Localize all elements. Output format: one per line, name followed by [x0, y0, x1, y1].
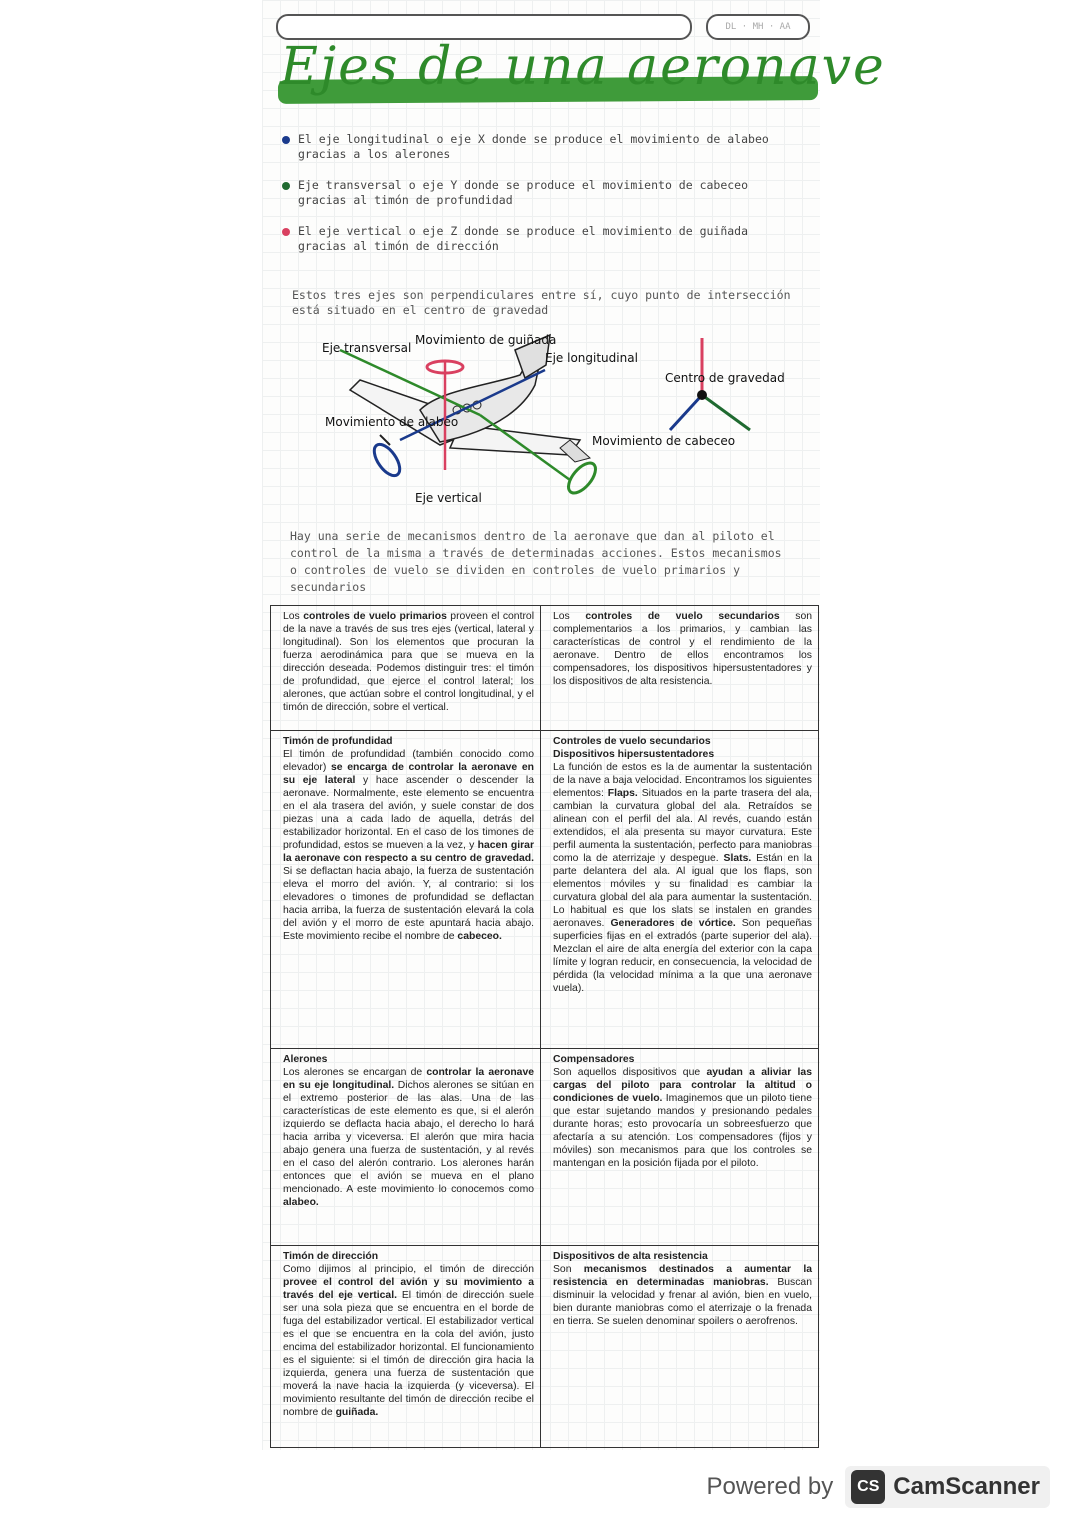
controls-note: Hay una serie de mecanismos dentro de la aeronave que dan al piloto el control de la misma a través de determinadas acciones. Estos mecanismos o controles de vuelo se dividen en controles de vuelo primarios y secundarios	[290, 529, 782, 594]
list-item	[282, 132, 792, 162]
bullet-text: Eje transversal o eje Y donde se produce el movimiento de cabeceo gracias al timón de profundidad	[298, 178, 749, 207]
table-row	[271, 1246, 819, 1448]
bullet-text: El eje vertical o eje Z donde se produce el movimiento de guiñada gracias al timón de dirección	[298, 224, 749, 253]
cell-rudder: Timón de dirección Como dijimos al principio, el timón de dirección provee el control del avión y su movimiento a través del eje vertical. El timón de dirección suele ser una sola pieza que se encuentra en el borde de fuga del estabilizador vertical. El estabilizador vertical es el que se encuentra en la cola del avión, justo encima del estabilizador horizontal. El funcionamiento es el siguiente: si el timón de dirección gira hacia la izquierda, genera una fuerza de sustentación que moverá la nave hacia la izquierda (y viceversa). El movimiento resultante del timón de dirección recibe el nombre de guiñada.	[271, 1246, 541, 1448]
cell-trim-tabs: Compensadores Son aquellos dispositivos que ayudan a aliviar las cargas del piloto para controlar la altitud o condiciones de vuelo. Imaginemos que un piloto tiene que estar sujetando mandos y presionando pedales durante horas; esto provocaría un sobreesfuerzo que afectaría a su atención. Los compensadores (fijos y móviles) son mecanismos para que los controles se mantengan en la posición fijada por el piloto.	[541, 1049, 819, 1246]
label-transverse-axis: Eje transversal	[322, 341, 412, 355]
label-pitch-movement: Movimiento de cabeceo	[592, 434, 736, 448]
aircraft-axes-diagram	[320, 330, 790, 520]
axes-list	[282, 132, 792, 270]
flight-controls-table	[270, 605, 819, 1448]
cell-primary-controls: Los controles de vuelo primarios proveen el control de la nave a través de sus tres ejes (vertical, lateral y longitudinal). Son los elementos que procuran la fuerza aerodinámica para que se mueva en la dirección deseada. Podemos distinguir tres: el timón de profundidad, que ejerce el control lateral; los alerones, que actúan sobre el control longitudinal, y el timón de dirección, sobre el vertical.	[271, 606, 541, 731]
table-row	[271, 606, 819, 731]
table-row	[271, 731, 819, 1049]
cell-secondary-controls: Los controles de vuelo secundarios son complementarios a los primarios, y cambian las características de control y el rendimiento de la aeronave. Dentro de ellos encontramos los compensadores, los dispositivos hipersustentadores y los dispositivos de alta resistencia.	[541, 606, 819, 731]
powered-by-label: Powered by	[706, 1473, 834, 1500]
cell-high-drag-devices: Dispositivos de alta resistencia Son mecanismos destinados a aumentar la resistencia en determinadas maniobras. Buscan disminuir la velocidad y frenar al avión, bien en vuelo, bien durante maniobras como el aterrizaje o la frenada en tierra. Se suelen denominar spoilers o aerofrenos.	[541, 1246, 819, 1448]
bullet-dot-icon	[282, 136, 290, 144]
label-center-of-gravity: Centro de gravedad	[665, 371, 785, 385]
label-yaw-movement: Movimiento de guiñada	[415, 333, 557, 347]
roll-rotation-icon	[369, 440, 404, 480]
camscanner-watermark	[707, 1466, 1050, 1508]
axes-note: Estos tres ejes son perpendiculares entre sí, cuyo punto de intersección está situado en el centro de gravedad	[292, 288, 791, 317]
list-item	[282, 178, 792, 208]
label-roll-movement: Movimiento de alabeo	[325, 415, 459, 429]
cell-elevator: Timón de profundidad El timón de profundidad (también conocido como elevador) se encarga de controlar la aeronave en su eje lateral y hace ascender o descender la aeronave. Normalmente, este elemento se encuentra en el ala trasera del avión, y suele constar de dos piezas una a cada lado de aquella, detrás del estabilizador horizontal. En el caso de los timones de profundidad, estos se mueven a la vez, y hacen girar la aeronave con respecto a su centro de gravedad. Si se deflactan hacia abajo, la fuerza de sustentación eleva el morro del avión. Y, al contrario: si los elevadores o timones de profundidad se deflactan hacia arriba, la fuerza de sustentación elevará la cola del avión y el morro de este apuntará hacia abajo. Este movimiento recibe el nombre de cabeceo.	[271, 731, 541, 1049]
label-longitudinal-axis: Eje longitudinal	[545, 351, 638, 365]
camscanner-badge	[845, 1466, 1050, 1508]
bullet-dot-icon	[282, 182, 290, 190]
label-vertical-axis: Eje vertical	[415, 491, 482, 505]
camscanner-brand: CamScanner	[893, 1473, 1040, 1500]
cell-ailerons: Alerones Los alerones se encargan de controlar la aeronave en su eje longitudinal. Dichos alerones se sitúan en el extremo posterior de las alas. Una de las características de este elemento es que, si el alerón izquierdo se deflacta hacia abajo, el derecho lo hará hacia arriba y viceversa. El alerón que mira hacia abajo genera una fuerza de sustentación, y al revés en el caso del alerón contrario. Los alerones harán entonces que el avión se mueva en el plano mencionado. A este movimiento lo conocemos como alabeo.	[271, 1049, 541, 1246]
bullet-dot-icon	[282, 228, 290, 236]
list-item	[282, 224, 792, 254]
camscanner-logo-icon: CS	[851, 1470, 885, 1504]
bullet-text: El eje longitudinal o eje X donde se produce el movimiento de alabeo gracias a los alerones	[298, 132, 769, 161]
table-row	[271, 1049, 819, 1246]
page-title: Ejes de una aeronave	[280, 37, 886, 97]
cell-high-lift-devices: Controles de vuelo secundarios Dispositivos hipersustentadores La función de estos es la de aumentar la sustentación de la nave a baja velocidad. Encontramos los siguientes elementos: Flaps. Situados en la parte trasera del ala, cambian la curvatura global del ala. Retraídos se alinean con el perfil del ala. Al revés, cuando están extendidos, el ala presenta su mayor curvatura. Este perfil aumenta la sustentación, perfecto para maniobras como la de aterrizaje y despegue. Slats. Están en la parte delantera del ala. Al igual que los flaps, son elementos móviles y su finalidad es cambiar la curvatura global del ala para aumentar la sustentación. Lo habitual es que los slats se instalen en grandes aeronaves. Generadores de vórtice. Son pequeñas superficies fijas en el extradós (parte superior del ala). Mezclan el aire de alta energía del exterior con la capa límite y logran reducir, en consecuencia, la velocidad de pérdida (la velocidad mínima a la que una aeronave vuela).	[541, 731, 819, 1049]
header-date-pill: DL · MH · AA	[706, 14, 810, 40]
